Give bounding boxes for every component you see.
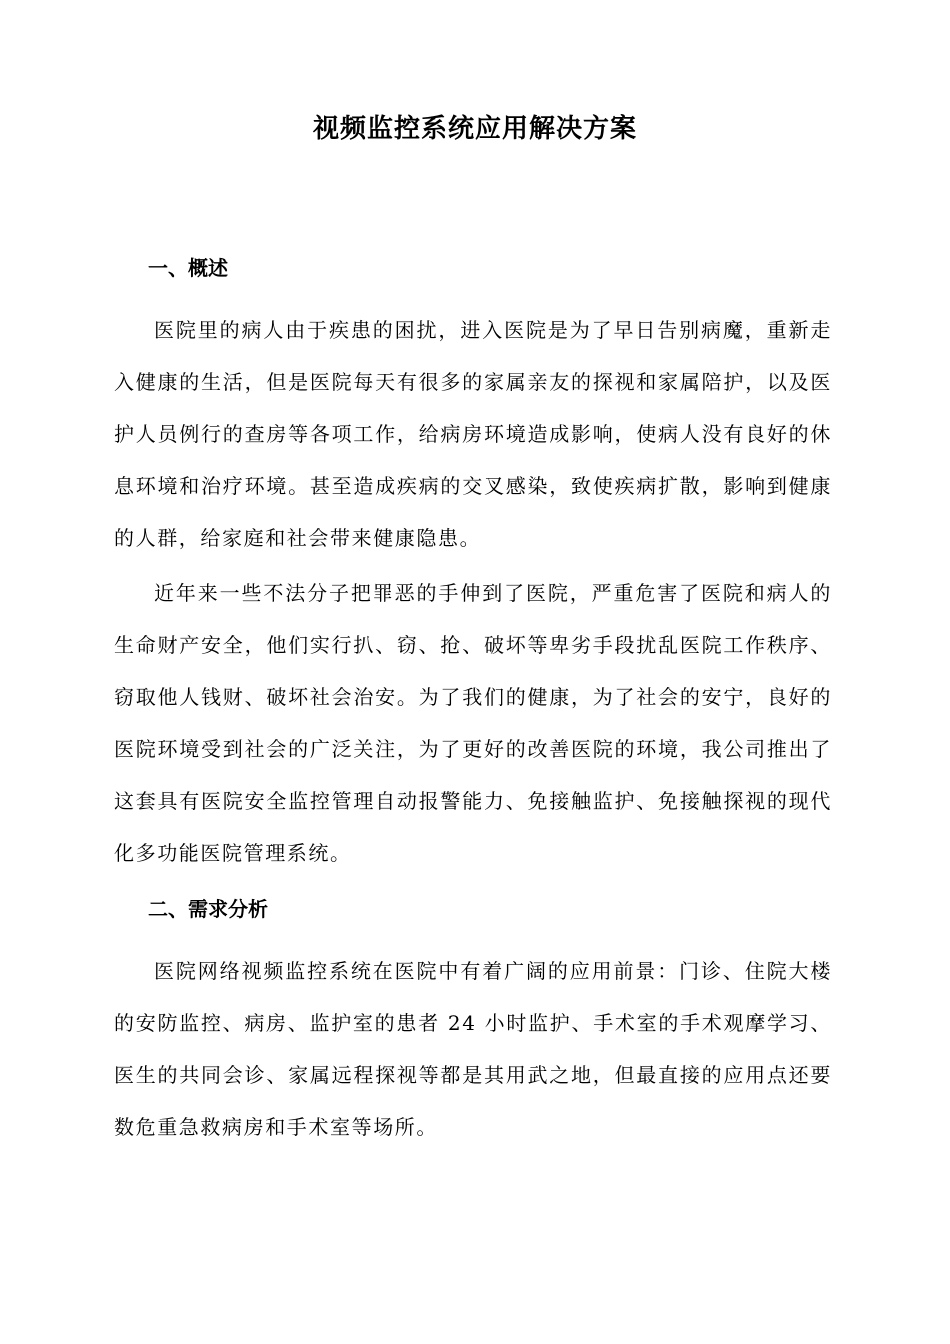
paragraph-overview-1: 医院里的病人由于疾患的困扰，进入医院是为了早日告别病魔，重新走入健康的生活，但是医院每天有很多的家属亲友的探视和家属陪护，以及医护人员例行的查房等各项工作，给病房环境造成影响，使病人没有良好的休息环境和治疗环境。甚至造成疾病的交叉感染，致使疾病扩散，影响到健康的人群，给家庭和社会带来健康隐患。	[114, 318, 832, 550]
section-heading-overview: 一、概述	[148, 256, 228, 280]
paragraph-overview-2: 近年来一些不法分子把罪恶的手伸到了医院，严重危害了医院和病人的生命财产安全，他们实行扒、窃、抢、破坏等卑劣手段扰乱医院工作秩序、窃取他人钱财、破坏社会治安。为了我们的健康，为了社会的安宁，良好的医院环境受到社会的广泛关注，为了更好的改善医院的环境，我公司推出了这套具有医院安全监控管理自动报警能力、免接触监护、免接触探视的现代化多功能医院管理系统。	[114, 581, 832, 865]
section-heading-requirements: 二、需求分析	[148, 897, 268, 921]
paragraph-requirements-1: 医院网络视频监控系统在医院中有着广阔的应用前景：门诊、住院大楼的安防监控、病房、监护室的患者 24 小时监护、手术室的手术观摩学习、医生的共同会诊、家属远程探视等都是其用武之地，但最直接的应用点还要数危重急救病房和手术室等场所。	[114, 959, 832, 1139]
document-title: 视频监控系统应用解决方案	[312, 114, 637, 144]
